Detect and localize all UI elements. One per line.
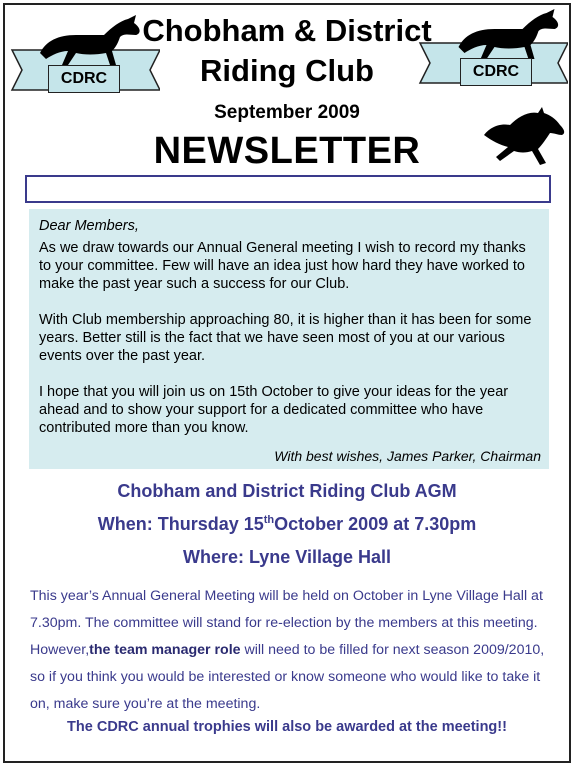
agm-details <box>30 583 552 718</box>
agm-title: Chobham and District Riding Club AGM <box>117 481 457 501</box>
agm-when-sup: th <box>263 514 275 526</box>
chairman-letter <box>29 209 549 469</box>
badge-label-left: CDRC <box>48 65 120 93</box>
club-title-line1: Chobham & District <box>142 13 432 48</box>
issue-date: September 2009 <box>214 102 360 123</box>
letter-paragraph: With Club membership approaching 80, it is higher than it has been for some years. Better still is the fact that we have seen most of you at our various events over the past year. <box>39 312 532 364</box>
agm-details-text: This year’s Annual General Meeting will be held on October in Lyne Village Hall at 7.30pm. The committee will stand for re-election by the members at this meeting. However, <box>30 588 543 658</box>
newsletter-page <box>3 3 571 763</box>
agm-when-prefix: When: Thursday 15 <box>97 514 264 534</box>
team-manager-role: the team manager role <box>89 642 241 658</box>
letter-signoff: With best wishes, James Parker, Chairman <box>274 448 541 464</box>
agm-where: Where: Lyne Village Hall <box>182 547 392 567</box>
empty-banner-box <box>25 175 551 203</box>
letter-greeting: Dear Members, <box>39 218 139 234</box>
letter-paragraph: As we draw towards our Annual General meeting I wish to record my thanks to your committee. Few will have an idea just how hard they have worked to make the past year such a success for our Club. <box>39 240 526 292</box>
trophies-announcement: The CDRC annual trophies will also be awarded at the meeting!! <box>67 719 507 735</box>
letter-paragraph: I hope that you will join us on 15th October to give your ideas for the year ahead and to show your support for a dedicated committee who have contributed more than you know. <box>39 384 509 436</box>
badge-label-right: CDRC <box>460 58 532 86</box>
newsletter-heading: NEWSLETTER <box>153 130 421 172</box>
agm-when-suffix: October 2009 at 7.30pm <box>274 514 477 534</box>
club-title-line2: Riding Club <box>200 53 374 88</box>
agm-when <box>5 514 569 535</box>
agm-details-text: will need to be filled for next season 2009/2010, so if you think you would be interested or know someone who would like to take it on, make sure you’re at the meeting. <box>30 642 545 712</box>
